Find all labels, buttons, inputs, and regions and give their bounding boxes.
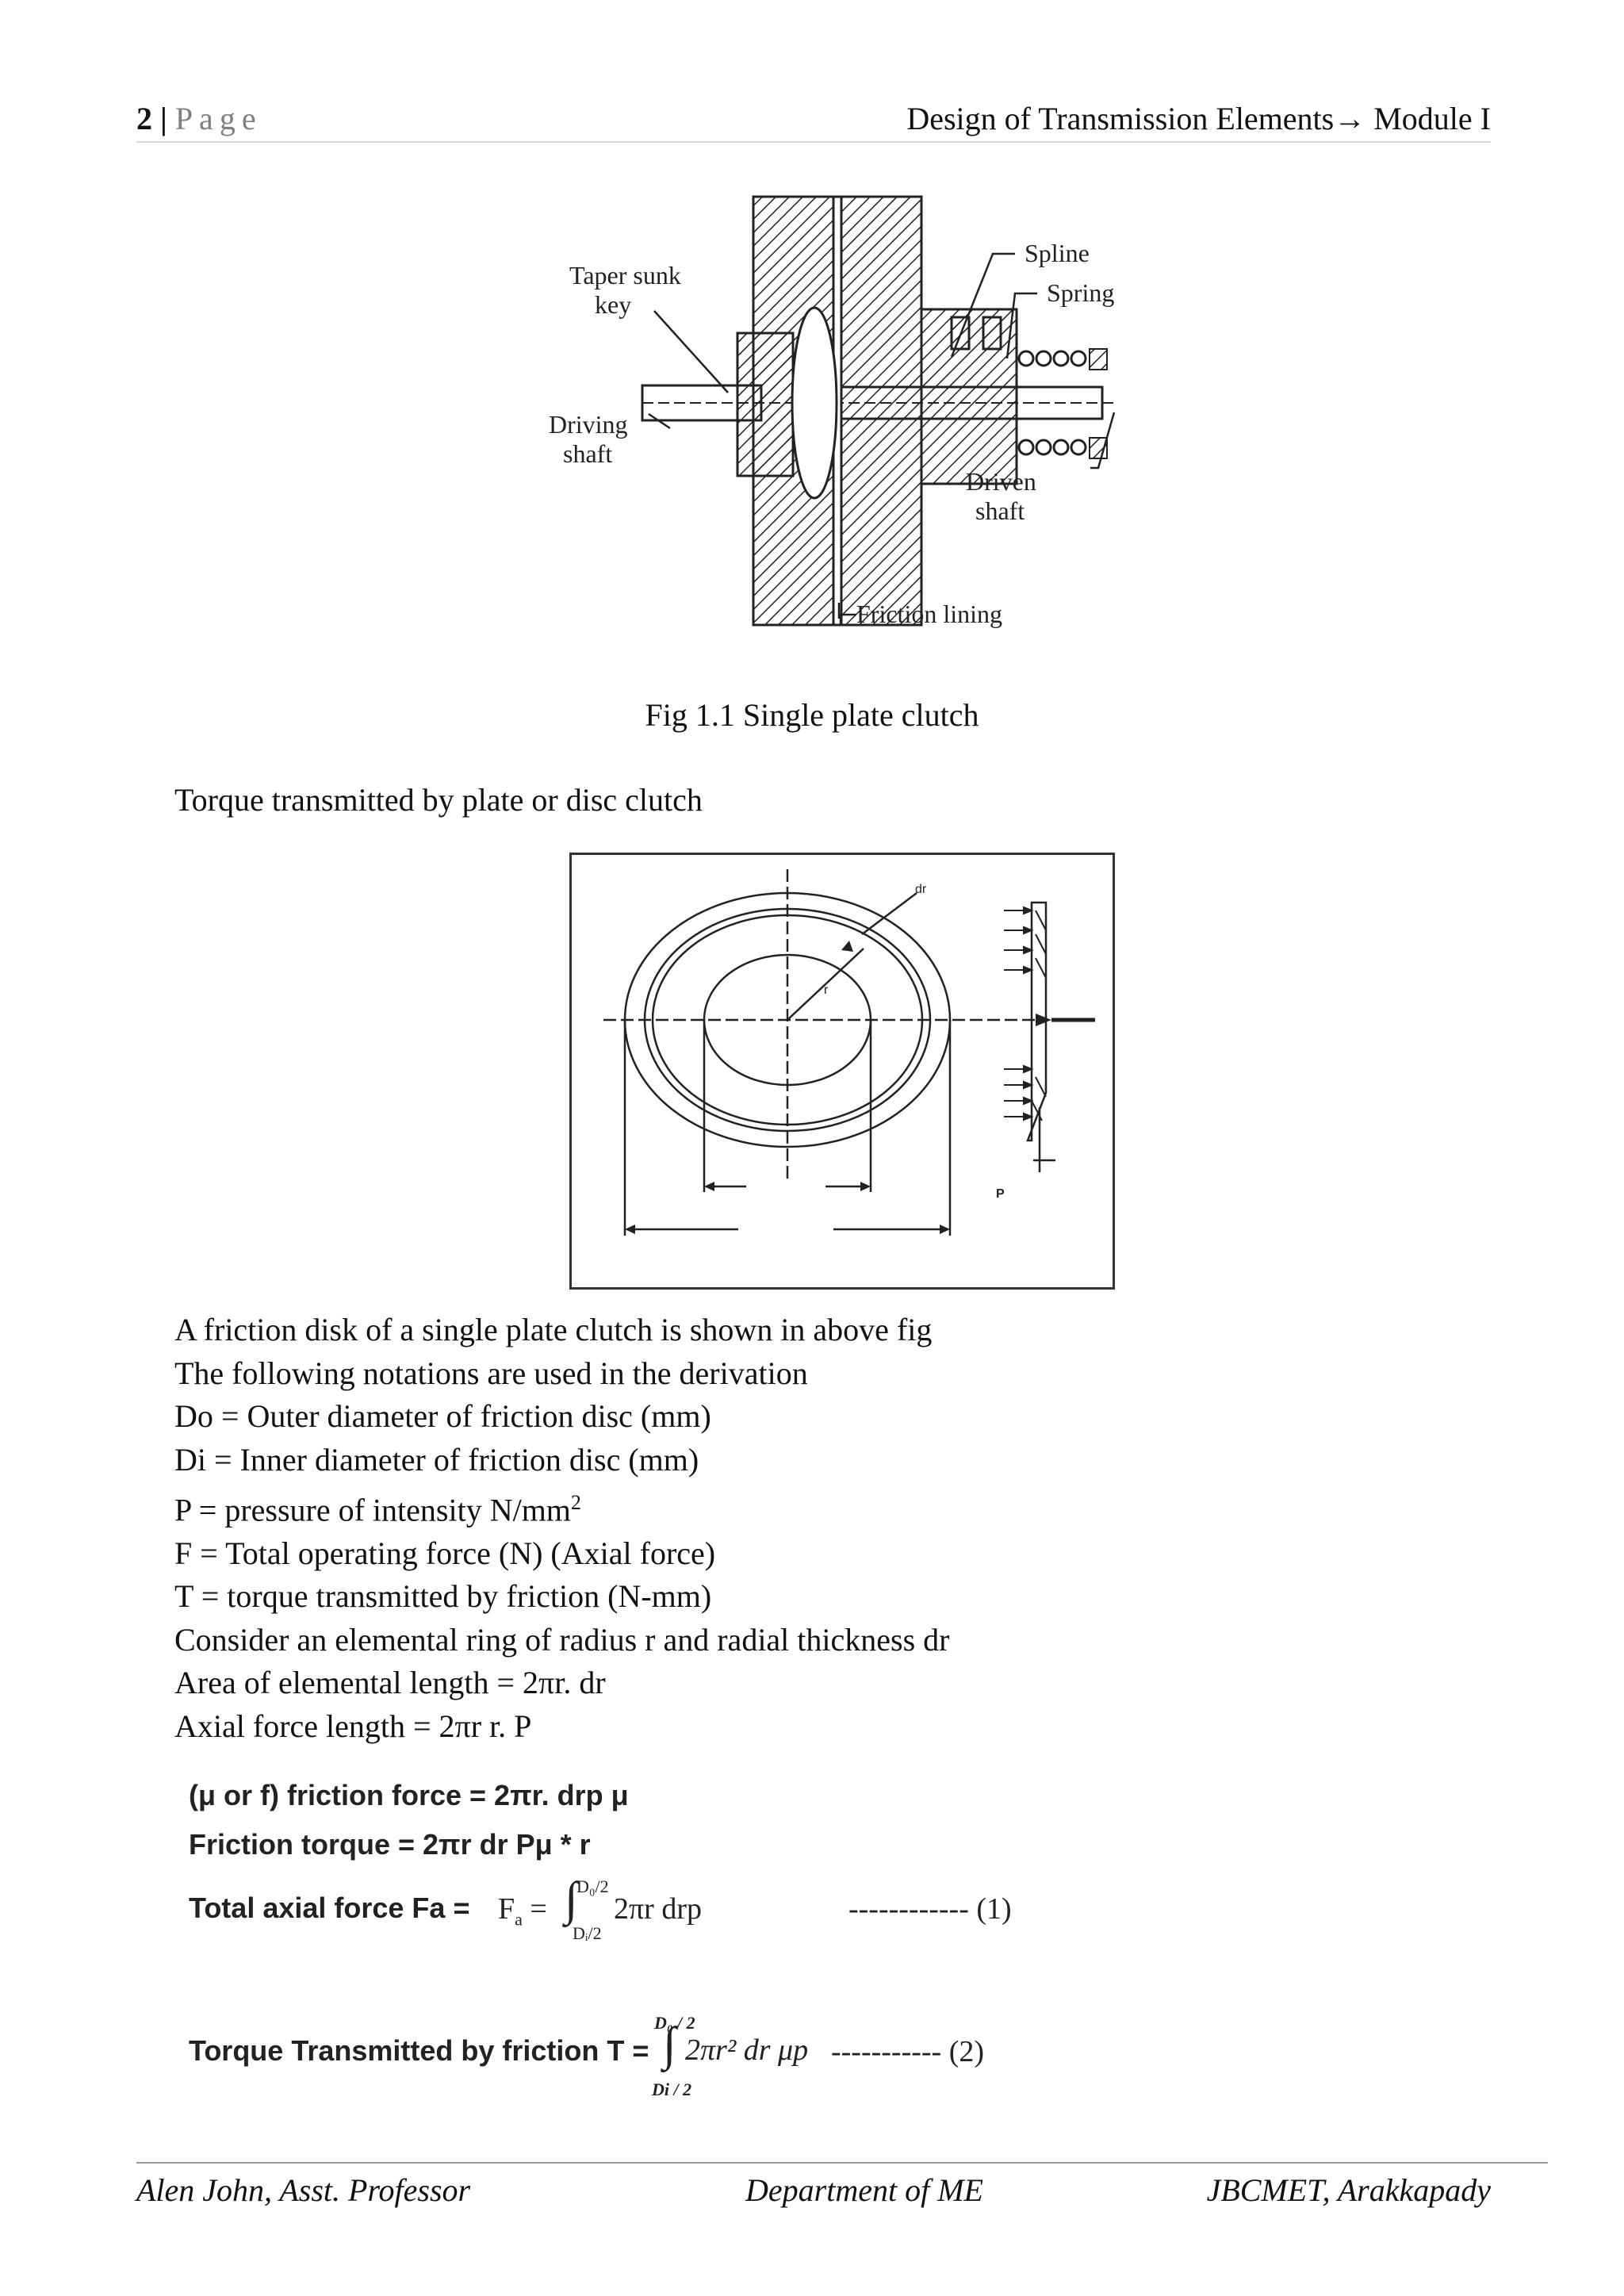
label-spring: Spring [1047,278,1115,307]
axial-subscript: a [515,1909,523,1930]
integral-sign-1: ∫ [565,1872,578,1925]
label-driving: Driving [549,410,628,439]
equation-number-2: ----------- (2) [831,2035,985,2068]
torque-integrand: 2πr² dr μp [685,2033,809,2067]
body-line: F = Total operating force (N) (Axial force) [174,1535,716,1571]
pressure-text: P = pressure of intensity N/mm [174,1492,571,1528]
friction-disc-figure [569,853,1115,1290]
torque-upper-limit: D₀ / 2 [654,2013,695,2033]
page-word: Page [174,101,262,136]
footer-institution: JBCMET, Arakkapady [1206,2172,1491,2208]
page-number: 2 [136,101,152,136]
pressure-superscript: 2 [570,1491,581,1514]
axial-upper-limit: D₀/2 [576,1876,609,1896]
equation-torque-label: Torque Transmitted by friction T = [189,2034,649,2067]
label-key: key [595,290,632,319]
axial-integrand: 2πr drp [614,1892,702,1926]
equation-friction-torque: Friction torque = 2πr dr Pμ * r [189,1828,591,1861]
body-line: The following notations are used in the derivation [174,1355,808,1391]
single-plate-clutch-figure [539,190,1126,650]
equation-number-1: ------------ (1) [848,1892,1012,1926]
footer-author: Alen John, Asst. Professor [136,2172,471,2208]
page-header [136,94,1491,143]
page-number-block [136,100,262,137]
equation-friction-force: (μ or f) friction force = 2πr. drp μ [189,1779,629,1811]
figure-caption: Fig 1.1 Single plate clutch [645,697,979,733]
label-driven: Driven [966,467,1036,496]
label-dr: dr [915,883,927,896]
body-line: T = torque transmitted by friction (N-mm) [174,1578,712,1615]
label-taper-sunk: Taper sunk [569,261,681,289]
label-driven-shaft: shaft [975,496,1025,525]
torque-lower-limit: Di / 2 [652,2079,692,2099]
axial-f: F [498,1892,515,1926]
body-line: Area of elemental length = 2πr. dr [174,1665,606,1701]
body-line: Do = Outer diameter of friction disc (mm) [174,1398,711,1434]
label-spline: Spline [1025,239,1090,267]
section-intro: Torque transmitted by plate or disc clutch [174,782,703,818]
body-line: A friction disk of a single plate clutch is shown in above fig [174,1312,933,1347]
page-separator: | [160,101,167,136]
footer-department: Department of ME [745,2172,983,2208]
body-line: Di = Inner diameter of friction disc (mm) [174,1441,699,1478]
equation-axial-lhs: $F_a$ = [498,1892,547,1930]
label-p: P [996,1187,1005,1201]
body-line: Axial force length = 2πr r. P [174,1708,532,1744]
axial-lower-limit: Dᵢ/2 [573,1923,602,1943]
label-friction-lining: Friction lining [856,600,1002,628]
header-title: Design of Transmission Elements→ Module I [906,101,1491,136]
body-line-pressure [174,1481,949,1532]
label-r: r [824,983,829,997]
equation-axial-label: Total axial force Fa = [189,1892,470,1924]
notation-list [174,1309,949,1748]
integral-sign-2: ∫ [663,2018,676,2070]
label-driving-shaft: shaft [563,439,613,468]
page-footer [136,2162,1548,2208]
body-line: Consider an elemental ring of radius r and radial thickness dr [174,1621,950,1658]
